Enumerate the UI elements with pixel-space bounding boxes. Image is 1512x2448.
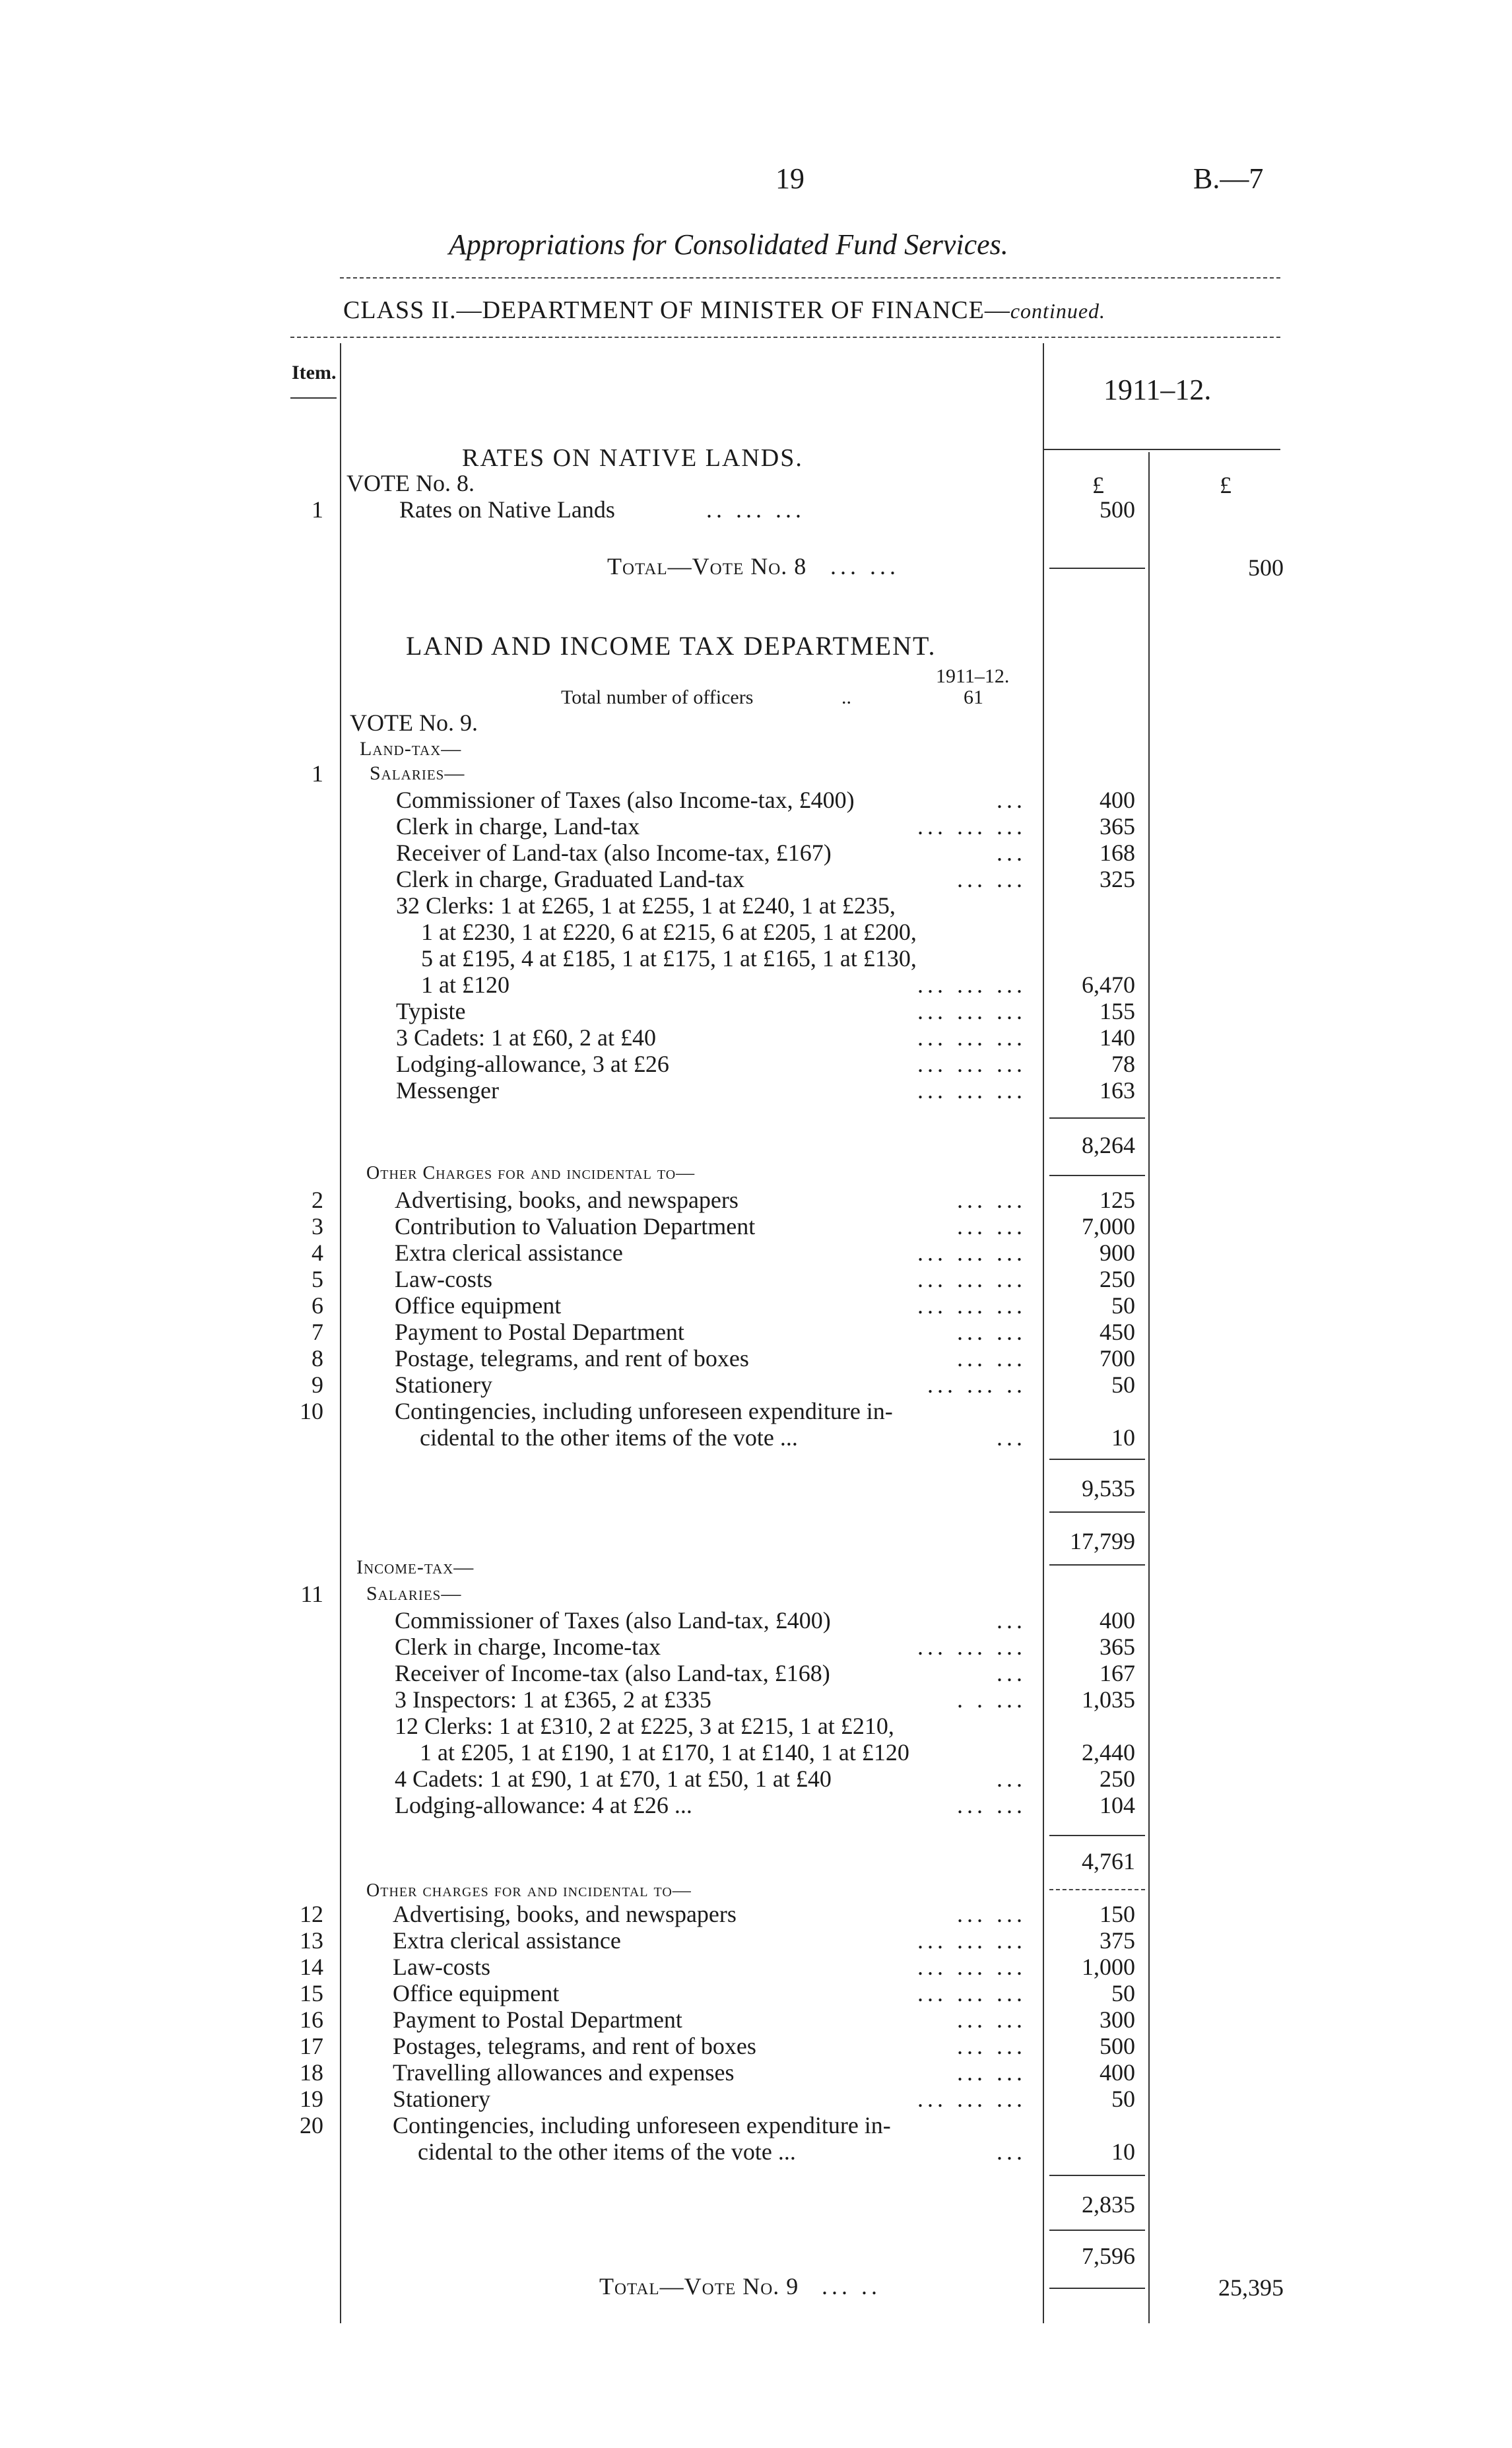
line-description: Contingencies, including unforeseen expenditure in- bbox=[395, 1398, 893, 1424]
leader-dots: ... ... bbox=[957, 2059, 1026, 2086]
vote9-vote-label: VOTE No. 9. bbox=[350, 710, 478, 736]
line-amount: 450 bbox=[1100, 1319, 1135, 1345]
line-amount: 400 bbox=[1100, 2059, 1135, 2086]
item-number: 7 bbox=[312, 1319, 323, 1345]
line-description: Receiver of Land-tax (also Income-tax, £167) bbox=[396, 840, 832, 866]
line-description: Payment to Postal Department bbox=[393, 2006, 682, 2033]
leader-dots: . . ... bbox=[957, 1686, 1026, 1713]
line-description: Advertising, books, and newspapers bbox=[393, 1901, 737, 1927]
line-description: Typiste bbox=[396, 998, 466, 1024]
line-description: 3 Cadets: 1 at £60, 2 at £40 bbox=[396, 1024, 656, 1051]
line-description: 12 Clerks: 1 at £310, 2 at £225, 3 at £215, 1 at £210, bbox=[395, 1713, 894, 1739]
leader-dots: ... ... bbox=[957, 1345, 1026, 1372]
line-description: Travelling allowances and expenses bbox=[393, 2059, 735, 2086]
item-column-divider bbox=[340, 343, 341, 2323]
item-label-rule bbox=[290, 397, 337, 399]
income-other-heading: Other charges for and incidental to— bbox=[366, 1880, 692, 1901]
line-amount: 365 bbox=[1100, 1634, 1135, 1660]
line-description: Extra clerical assistance bbox=[395, 1240, 623, 1266]
line-amount: 140 bbox=[1100, 1024, 1135, 1051]
vote9-total-amount: 25,395 bbox=[1218, 2274, 1284, 2301]
line-amount: 250 bbox=[1100, 1766, 1135, 1792]
year-column-label: 1911–12. bbox=[1103, 374, 1212, 406]
leader-dots: ... ... bbox=[957, 1792, 1026, 1818]
line-description: Messenger bbox=[396, 1077, 499, 1104]
land-total-rule bbox=[1049, 1511, 1145, 1513]
line-amount: 500 bbox=[1100, 2033, 1135, 2059]
leader-dots: ... ... bbox=[957, 1213, 1026, 1240]
line-amount: 365 bbox=[1100, 813, 1135, 840]
vote8-total-amount: 500 bbox=[1248, 554, 1284, 581]
vote9-total-rule bbox=[1049, 2288, 1145, 2289]
paper-reference: B.—7 bbox=[1193, 162, 1264, 195]
line-description: Commissioner of Taxes (also Income-tax, £400) bbox=[396, 787, 855, 813]
line-description: 4 Cadets: 1 at £90, 1 at £70, 1 at £50, 1 at £40 bbox=[395, 1766, 832, 1792]
line-amount: 50 bbox=[1111, 1980, 1135, 2006]
income-salaries-subtotal: 4,761 bbox=[1082, 1848, 1135, 1874]
line-amount: 2,440 bbox=[1082, 1739, 1135, 1766]
vote9-total-label: Total—Vote No. 9 bbox=[599, 2273, 799, 2299]
line-amount: 10 bbox=[1111, 2138, 1135, 2165]
line-description: Advertising, books, and newspapers bbox=[395, 1187, 739, 1213]
vote8-vote-label: VOTE No. 8. bbox=[346, 470, 475, 496]
officers-count: 61 bbox=[964, 686, 983, 708]
leader-dots: ... ... ... bbox=[917, 1077, 1026, 1104]
line-description: Law-costs bbox=[393, 1954, 490, 1980]
land-total: 17,799 bbox=[1070, 1528, 1135, 1554]
item-number: 15 bbox=[300, 1980, 323, 2006]
line-description: Law-costs bbox=[395, 1266, 492, 1292]
year-label-rule bbox=[1043, 449, 1280, 450]
line-amount: 50 bbox=[1111, 2086, 1135, 2112]
income-other-subtotal: 2,835 bbox=[1082, 2191, 1135, 2218]
item-number: 19 bbox=[300, 2086, 323, 2112]
leader-dots: ... bbox=[997, 1607, 1026, 1634]
line-description: 1 at £230, 1 at £220, 6 at £215, 6 at £205, 1 at £200, bbox=[421, 919, 917, 945]
vote8-leader-dots: .. ... ... bbox=[706, 496, 805, 523]
leader-dots: ... ... ... bbox=[917, 1980, 1026, 2006]
officers-year-label: 1911–12. bbox=[936, 665, 1010, 687]
leader-dots: ... ... bbox=[957, 2006, 1026, 2033]
line-description: Office equipment bbox=[393, 1980, 560, 2006]
land-total-bottom-rule bbox=[1049, 1564, 1145, 1566]
line-amount: 167 bbox=[1100, 1660, 1135, 1686]
class-heading-text: CLASS II.—DEPARTMENT OF MINISTER OF FINANCE— bbox=[343, 296, 1010, 324]
line-description: Lodging-allowance: 4 at £26 ... bbox=[395, 1792, 692, 1818]
line-amount: 168 bbox=[1100, 840, 1135, 866]
vote8-total-rule bbox=[1049, 568, 1145, 569]
leader-dots: ... ... bbox=[957, 2033, 1026, 2059]
line-amount: 6,470 bbox=[1082, 972, 1135, 998]
class-heading bbox=[343, 296, 1105, 325]
land-other-heading: Other Charges for and incidental to— bbox=[366, 1163, 696, 1183]
item-column-label: Item. bbox=[292, 362, 337, 383]
land-tax-heading: Land-tax— bbox=[360, 738, 462, 760]
line-description: cidental to the other items of the vote ... bbox=[420, 1424, 798, 1451]
land-other-top-rule bbox=[1049, 1175, 1145, 1176]
income-tax-heading: Income-tax— bbox=[356, 1556, 475, 1578]
vote8-description: Rates on Native Lands bbox=[399, 496, 615, 523]
title-rule bbox=[340, 277, 1280, 279]
vote8-total-dots: ... ... bbox=[830, 553, 900, 579]
line-amount: 1,000 bbox=[1082, 1954, 1135, 1980]
item-number: 9 bbox=[312, 1372, 323, 1398]
line-description: Lodging-allowance, 3 at £26 bbox=[396, 1051, 669, 1077]
land-salaries-subtotal: 8,264 bbox=[1082, 1132, 1135, 1158]
line-amount: 400 bbox=[1100, 787, 1135, 813]
item-number: 12 bbox=[300, 1901, 323, 1927]
line-description: 5 at £195, 4 at £185, 1 at £175, 1 at £165, 1 at £130, bbox=[421, 945, 917, 972]
leader-dots: ... ... ... bbox=[917, 1634, 1026, 1660]
land-other-subtotal: 9,535 bbox=[1082, 1475, 1135, 1502]
line-description: Stationery bbox=[393, 2086, 490, 2112]
line-amount: 50 bbox=[1111, 1372, 1135, 1398]
vote8-section-title: RATES ON NATIVE LANDS. bbox=[462, 444, 803, 472]
line-description: Clerk in charge, Graduated Land-tax bbox=[396, 866, 745, 892]
line-amount: 104 bbox=[1100, 1792, 1135, 1818]
page-title: Appropriations for Consolidated Fund Services. bbox=[449, 228, 1008, 261]
item-number: 13 bbox=[300, 1927, 323, 1954]
line-description: Postages, telegrams, and rent of boxes bbox=[393, 2033, 756, 2059]
pound-sign-left: £ bbox=[1092, 472, 1104, 498]
line-amount: 900 bbox=[1100, 1240, 1135, 1266]
line-description: Extra clerical assistance bbox=[393, 1927, 621, 1954]
line-amount: 155 bbox=[1100, 998, 1135, 1024]
income-total: 7,596 bbox=[1082, 2243, 1135, 2269]
line-description: cidental to the other items of the vote ... bbox=[418, 2138, 796, 2165]
line-description: 1 at £120 bbox=[421, 972, 509, 998]
land-other-rule bbox=[1049, 1459, 1145, 1460]
line-description: Office equipment bbox=[395, 1292, 562, 1319]
line-amount: 125 bbox=[1100, 1187, 1135, 1213]
officers-label: Total number of officers bbox=[561, 686, 754, 708]
income-salaries-rule bbox=[1049, 1835, 1145, 1836]
line-amount: 375 bbox=[1100, 1927, 1135, 1954]
leader-dots: ... ... ... bbox=[917, 1266, 1026, 1292]
line-amount: 163 bbox=[1100, 1077, 1135, 1104]
leader-dots: ... ... ... bbox=[917, 998, 1026, 1024]
income-salaries-heading: Salaries— bbox=[366, 1583, 462, 1604]
item-number: 14 bbox=[300, 1954, 323, 1980]
leader-dots: ... bbox=[997, 2138, 1026, 2165]
line-amount: 1,035 bbox=[1082, 1686, 1135, 1713]
item-number: 5 bbox=[312, 1266, 323, 1292]
land-salaries-item-number: 1 bbox=[312, 760, 323, 787]
subtotal-column-divider bbox=[1148, 452, 1150, 2323]
item-number: 6 bbox=[312, 1292, 323, 1319]
line-description: Commissioner of Taxes (also Land-tax, £400) bbox=[395, 1607, 831, 1634]
leader-dots: ... ... ... bbox=[917, 972, 1026, 998]
leader-dots: ... ... ... bbox=[917, 2086, 1026, 2112]
line-description: 1 at £205, 1 at £190, 1 at £170, 1 at £140, 1 at £120 bbox=[420, 1739, 909, 1766]
item-number: 10 bbox=[300, 1398, 323, 1424]
income-salaries-item-number: 11 bbox=[300, 1581, 323, 1607]
vote9-section-title: LAND AND INCOME TAX DEPARTMENT. bbox=[406, 631, 937, 661]
page-number: 19 bbox=[775, 162, 805, 195]
leader-dots: ... ... ... bbox=[917, 1927, 1026, 1954]
line-description: Contingencies, including unforeseen expenditure in- bbox=[393, 2112, 891, 2138]
line-description: Contribution to Valuation Department bbox=[395, 1213, 756, 1240]
leader-dots: ... bbox=[997, 1424, 1026, 1451]
officers-dots: .. bbox=[841, 686, 851, 708]
leader-dots: ... ... ... bbox=[917, 1954, 1026, 1980]
line-description: 3 Inspectors: 1 at £365, 2 at £335 bbox=[395, 1686, 711, 1713]
line-description: Clerk in charge, Income-tax bbox=[395, 1634, 661, 1660]
leader-dots: ... ... bbox=[957, 1319, 1026, 1345]
line-amount: 400 bbox=[1100, 1607, 1135, 1634]
class-heading-rule bbox=[290, 337, 1280, 338]
leader-dots: ... ... ... bbox=[917, 1024, 1026, 1051]
item-number: 18 bbox=[300, 2059, 323, 2086]
line-amount: 325 bbox=[1100, 866, 1135, 892]
leader-dots: ... bbox=[997, 840, 1026, 866]
leader-dots: ... ... .. bbox=[927, 1372, 1026, 1398]
pound-sign-right: £ bbox=[1220, 472, 1232, 498]
line-amount: 250 bbox=[1100, 1266, 1135, 1292]
leader-dots: ... ... ... bbox=[917, 1051, 1026, 1077]
line-description: Clerk in charge, Land-tax bbox=[396, 813, 640, 840]
income-total-rule bbox=[1049, 2230, 1145, 2231]
line-description: Stationery bbox=[395, 1372, 492, 1398]
line-description: 32 Clerks: 1 at £265, 1 at £255, 1 at £240, 1 at £235, bbox=[396, 892, 896, 919]
leader-dots: ... ... bbox=[957, 866, 1026, 892]
leader-dots: ... ... ... bbox=[917, 1240, 1026, 1266]
leader-dots: ... bbox=[997, 1766, 1026, 1792]
item-number: 2 bbox=[312, 1187, 323, 1213]
line-amount: 700 bbox=[1100, 1345, 1135, 1372]
item-number: 16 bbox=[300, 2006, 323, 2033]
line-amount: 50 bbox=[1111, 1292, 1135, 1319]
item-number: 8 bbox=[312, 1345, 323, 1372]
land-salaries-heading: Salaries— bbox=[370, 762, 465, 784]
line-amount: 78 bbox=[1111, 1051, 1135, 1077]
leader-dots: ... ... ... bbox=[917, 813, 1026, 840]
leader-dots: ... ... bbox=[957, 1901, 1026, 1927]
leader-dots: ... ... ... bbox=[917, 1292, 1026, 1319]
item-number: 4 bbox=[312, 1240, 323, 1266]
income-other-rule bbox=[1049, 2175, 1145, 2176]
line-description: Postage, telegrams, and rent of boxes bbox=[395, 1345, 749, 1372]
vote9-total-dots: ... .. bbox=[822, 2273, 881, 2299]
vote8-item-number: 1 bbox=[312, 496, 323, 523]
leader-dots: ... bbox=[997, 1660, 1026, 1686]
line-amount: 7,000 bbox=[1082, 1213, 1135, 1240]
leader-dots: ... ... bbox=[957, 1187, 1026, 1213]
land-salaries-rule bbox=[1049, 1117, 1145, 1119]
line-amount: 300 bbox=[1100, 2006, 1135, 2033]
leader-dots: ... bbox=[997, 787, 1026, 813]
line-amount: 150 bbox=[1100, 1901, 1135, 1927]
vote8-total-label: Total—Vote No. 8 bbox=[607, 553, 807, 579]
item-number: 3 bbox=[312, 1213, 323, 1240]
line-amount: 10 bbox=[1111, 1424, 1135, 1451]
item-number: 17 bbox=[300, 2033, 323, 2059]
line-description: Receiver of Income-tax (also Land-tax, £168) bbox=[395, 1660, 830, 1686]
line-description: Payment to Postal Department bbox=[395, 1319, 684, 1345]
item-number: 20 bbox=[300, 2112, 323, 2138]
class-heading-continued: continued. bbox=[1010, 299, 1106, 323]
vote8-amount: 500 bbox=[1100, 496, 1135, 523]
income-other-top-rule bbox=[1049, 1889, 1145, 1890]
